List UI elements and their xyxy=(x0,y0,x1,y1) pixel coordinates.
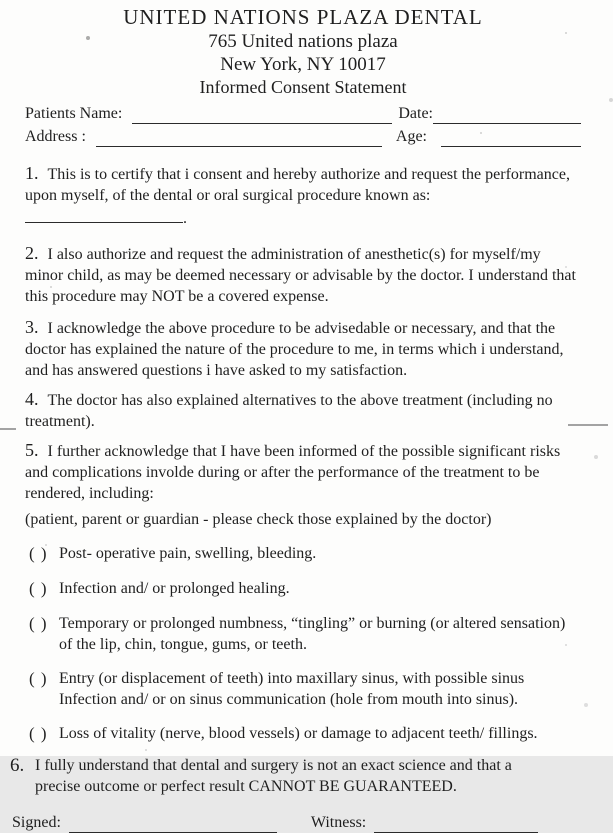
clause-number: 5. xyxy=(25,440,39,460)
patient-name-label: Patients Name: xyxy=(25,105,123,122)
scan-artifact-line xyxy=(568,424,608,426)
witness-input-line[interactable] xyxy=(374,816,538,833)
age-input-line[interactable] xyxy=(441,130,581,147)
clause-suffix: . xyxy=(183,210,187,227)
clinic-street-address: 765 United nations plaza xyxy=(208,31,398,52)
consent-clause-6 xyxy=(10,755,581,797)
age-label: Age: xyxy=(395,128,427,145)
clause-text: I acknowledge the above procedure to be advisedable or necessary, and that the doctor has explained the nature of the procedure to me, in terms which i understand, and has answered questions i have asked to my satisfaction. xyxy=(25,320,564,379)
scan-noise xyxy=(25,4,27,6)
clause-number: 3. xyxy=(25,317,39,337)
address-input-line[interactable] xyxy=(96,130,382,147)
procedure-input-line[interactable] xyxy=(25,206,183,223)
checkbox[interactable]: ( ) xyxy=(29,544,48,563)
consent-clause-4 xyxy=(25,389,581,432)
checkbox[interactable]: ( ) xyxy=(29,724,48,743)
consent-clause-5 xyxy=(25,440,581,504)
clinic-name: UNITED NATIONS PLAZA DENTAL xyxy=(123,5,483,29)
clause-text: I fully understand that dental and surgery is not an exact science and that a precise outcome or perfect result CANNOT BE GUARANTEED. xyxy=(35,757,512,795)
risk-item-label: Infection and/ or prolonged healing. xyxy=(59,580,290,597)
consent-clauses xyxy=(10,163,581,797)
clause-number: 2. xyxy=(25,243,39,263)
risk-item-infection xyxy=(25,578,581,599)
clinic-city-line: New York, NY 10017 xyxy=(220,54,386,75)
checkbox[interactable]: ( ) xyxy=(29,669,48,688)
signature-section xyxy=(12,812,581,833)
date-label: Date: xyxy=(398,105,433,122)
clause-5-instruction: (patient, parent or guardian - please check those explained by the doctor) xyxy=(25,511,492,528)
risk-item-postop xyxy=(25,543,581,564)
clause-text: This is to certify that i consent and hereby authorize and request the performance, upon myself, of the dental or oral surgical procedure known as: xyxy=(25,166,570,204)
clause-text: The doctor has also explained alternatives to the above treatment (including no treatment). xyxy=(25,392,553,430)
address-age-row xyxy=(25,124,581,147)
signed-input-line[interactable] xyxy=(69,816,277,833)
address-label: Address : xyxy=(25,128,86,145)
clause-number: 6. xyxy=(10,755,25,776)
consent-clause-1 xyxy=(25,163,581,229)
witness-label: Witness: xyxy=(310,814,367,831)
clause-number: 1. xyxy=(25,163,39,183)
signed-label: Signed: xyxy=(12,814,61,831)
scan-artifact-line xyxy=(0,428,16,430)
letterhead xyxy=(25,4,581,98)
consent-clause-2 xyxy=(25,243,581,307)
clause-number: 4. xyxy=(25,389,39,409)
risk-item-sinus xyxy=(25,668,581,710)
name-date-row xyxy=(25,101,581,124)
risk-item-label: Temporary or prolonged numbness, “tingling” or burning (or altered sensation) of the lip, chin, tongue, gums, or teeth. xyxy=(59,615,566,653)
patient-name-input-line[interactable] xyxy=(132,107,392,124)
patient-info-section xyxy=(25,101,581,147)
risk-item-numbness xyxy=(25,613,581,655)
risk-item-vitality xyxy=(25,723,581,744)
checkbox[interactable]: ( ) xyxy=(29,614,48,633)
clause-text: I also authorize and request the administration of anesthetic(s) for myself/my minor child, as may be deemed necessary or advisable by the doctor. I understand that this procedure may NOT be a covered expense. xyxy=(25,246,576,305)
checkbox[interactable]: ( ) xyxy=(29,579,48,598)
clause-text: I further acknowledge that I have been informed of the possible significant risks and complications involde during or after the performance of the treatment to be rendered, including: xyxy=(25,443,561,502)
risk-checklist xyxy=(25,543,581,744)
risk-item-label: Post- operative pain, swelling, bleeding. xyxy=(59,545,317,562)
form-title: Informed Consent Statement xyxy=(199,77,407,97)
consent-clause-3 xyxy=(25,317,581,381)
risk-item-label: Entry (or displacement of teeth) into maxillary sinus, with possible sinus Infection and/ or on sinus communication (hole from mouth into sinus). xyxy=(59,670,525,708)
date-input-line[interactable] xyxy=(433,107,581,124)
risk-item-label: Loss of vitality (nerve, blood vessels) or damage to adjacent teeth/ fillings. xyxy=(59,725,538,742)
